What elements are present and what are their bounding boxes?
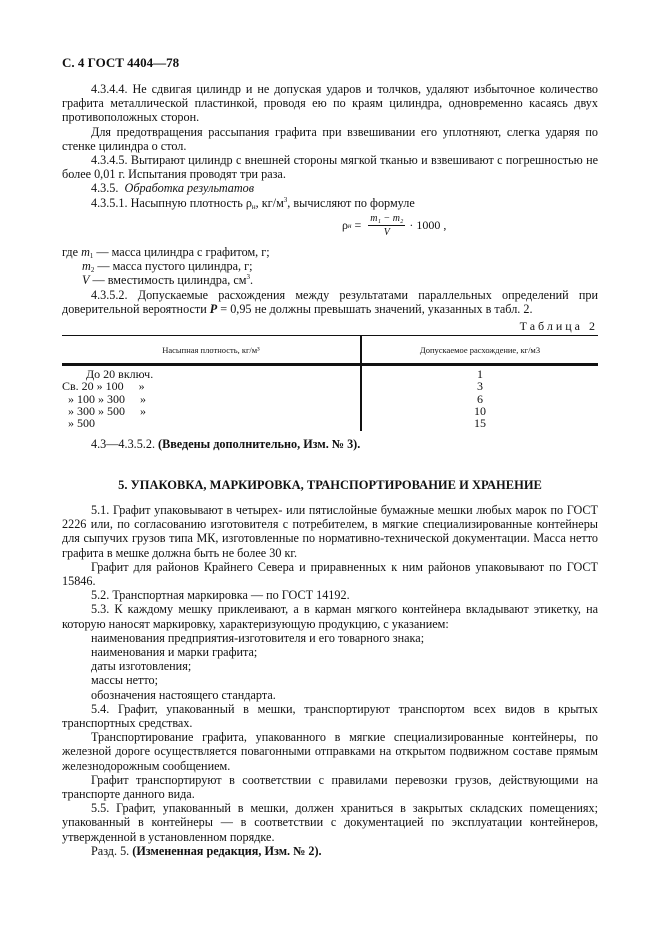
symbol: m bbox=[82, 259, 91, 274]
amendment-note-4 bbox=[62, 437, 598, 451]
density-cell: Св. 20 » 100 » bbox=[62, 380, 361, 392]
legend-v bbox=[62, 273, 598, 287]
text: , кг/м bbox=[255, 195, 284, 210]
text: 4.3.5.2. Допускаемые расхождения между результатами параллельных определений при доверительной вероятности bbox=[62, 287, 598, 316]
paragraph-5-2: 5.2. Транспортная маркировка — по ГОСТ 14192. bbox=[91, 588, 350, 603]
page-header: С. 4 ГОСТ 4404—78 bbox=[62, 55, 180, 70]
subscript: 2 bbox=[90, 266, 95, 275]
symbol: m bbox=[81, 245, 90, 259]
table-caption: Таблица 2 bbox=[519, 319, 598, 333]
paragraph-4-3-5 bbox=[62, 181, 598, 195]
density-cell: » 300 » 500 » bbox=[62, 405, 361, 417]
table-row bbox=[62, 417, 598, 431]
list-item: даты изготовления; bbox=[91, 659, 192, 674]
table-row bbox=[62, 405, 598, 417]
paragraph-4-3-5-2 bbox=[62, 288, 598, 316]
formula-lhs: ρ bbox=[342, 218, 348, 233]
legend-m2 bbox=[62, 259, 598, 273]
text: 4.3—4.3.5.2. bbox=[91, 437, 159, 451]
amendment-note-5 bbox=[62, 844, 598, 858]
symbol: P bbox=[209, 301, 218, 316]
formula-eq: = bbox=[351, 218, 365, 233]
column-header-tolerance: Допускаемое расхождение, кг/м3 bbox=[361, 336, 598, 365]
list-item: обозначения настоящего стандарта. bbox=[91, 687, 276, 702]
column-header-density: Насыпная плотность, кг/м³ bbox=[62, 336, 361, 365]
table-row bbox=[62, 365, 598, 381]
paragraph-north: Графит для районов Крайнего Севера и приравненных к ним районов упаковывают по ГОСТ 15846. bbox=[62, 559, 598, 589]
paragraph-5-5: 5.5. Графит, упакованный в мешки, должен храниться в закрытых складских помещениях; упакованный в контейнеры — в соответствии с документацией по эксплуатации контейнеров, утвержденной в установленном порядке. bbox=[62, 801, 598, 844]
clause-title: Обработка результатов bbox=[124, 181, 255, 196]
paragraph-5-4: 5.4. Графит, упакованный в мешки, транспортируют транспортом всех видов в крытых транспортных средствах. bbox=[62, 701, 598, 731]
paragraph-4-3-4-4: 4.3.4.4. Не сдвигая цилиндр и не допуская ударов и толчков, удаляют избыточное количество графита металлической пластинкой, проводя ею по краям цилиндра, одновременно касаясь двух противоположных сторон. bbox=[62, 82, 598, 125]
text: 4.3.5.1. Насыпную плотность ρ bbox=[91, 195, 252, 210]
text: . bbox=[250, 273, 254, 288]
superscript: 3 bbox=[246, 273, 251, 282]
tolerance-cell: 3 bbox=[477, 379, 483, 394]
amendment-bold: (Введены дополнительно, Изм. № 3). bbox=[158, 437, 361, 451]
density-cell: До 20 включ. bbox=[62, 365, 361, 381]
tolerance-cell: 10 bbox=[474, 403, 486, 418]
paragraph-4-3-4-5: 4.3.4.5. Вытирают цилиндр с внешней стороны мягкой тканью и взвешивают с погрешностью не более 0,01 г. Испытания проводят три раза. bbox=[62, 153, 598, 182]
table-row bbox=[62, 393, 598, 405]
table-header-row bbox=[62, 336, 598, 365]
text: — вместимость цилиндра, см bbox=[89, 273, 247, 288]
amendment-bold: (Измененная редакция, Изм. № 2). bbox=[132, 843, 322, 858]
tolerance-cell: 1 bbox=[477, 367, 483, 382]
formula-numerator: m₁ − m₂ bbox=[370, 213, 404, 224]
paragraph-5-1: 5.1. Графит упаковывают в четырех- или пятислойные бумажные мешки любых марок по ГОСТ 2226 или, по согласованию изготовителя с потребителем, в мягкие специализированные контейнеры для сыпучих грузов типа МК, изготовленные по нормативно-технической документации. Масса нетто графита в мешке должна быть не более 30 кг. bbox=[62, 503, 598, 560]
superscript: 3 bbox=[283, 195, 288, 204]
tolerance-cell: 15 bbox=[474, 416, 486, 431]
list-item: массы нетто; bbox=[91, 673, 158, 688]
text: , вычисляют по формуле bbox=[287, 195, 415, 210]
legend-m1 bbox=[62, 245, 598, 259]
formula-fraction bbox=[368, 213, 405, 238]
subscript: 1 bbox=[89, 252, 94, 260]
subscript: н bbox=[251, 202, 256, 211]
text: — масса пустого цилиндра, г; bbox=[94, 259, 253, 274]
paragraph-rules: Графит транспортируют в соответствии с правилами перевозки грузов, действующими на транспорте данного вида. bbox=[62, 772, 598, 802]
paragraph-compaction: Для предотвращения рассыпания графита при взвешивании его уплотняют, слегка ударяя по стенке цилиндра о стол. bbox=[62, 124, 598, 153]
table-row bbox=[62, 380, 598, 392]
table-2 bbox=[62, 335, 598, 431]
paragraph-5-3: 5.3. К каждому мешку приклеивают, а в карман мягкого контейнера вкладывают этикетку, на которую наносят маркировку, характеризующую продукцию, с указанием: bbox=[62, 602, 598, 631]
density-cell: » 500 bbox=[62, 417, 361, 431]
paragraph-4-3-5-1 bbox=[62, 196, 598, 210]
formula-rhs: · 1000 , bbox=[409, 218, 447, 233]
section-4-text bbox=[62, 82, 598, 210]
amendment-line bbox=[62, 437, 598, 451]
list-item: наименования и марки графита; bbox=[91, 645, 258, 660]
density-cell: » 100 » 300 » bbox=[62, 393, 361, 405]
tolerance-cell: 6 bbox=[477, 391, 483, 406]
text: Разд. 5. bbox=[91, 843, 133, 858]
formula-legend bbox=[62, 245, 598, 316]
density-formula: ρ н = $\frac{\text{m₁ − m₂}}{V}$ · 1000 , bbox=[342, 213, 447, 238]
formula-denominator: V bbox=[383, 227, 390, 238]
clause-number: 4.3.5. bbox=[91, 181, 119, 196]
section-5-title: 5. УПАКОВКА, МАРКИРОВКА, ТРАНСПОРТИРОВАНИЕ И ХРАНЕНИЕ bbox=[118, 478, 542, 492]
text: — масса цилиндра с графитом, г; bbox=[93, 245, 270, 259]
text: где bbox=[62, 245, 82, 259]
symbol: V bbox=[82, 273, 90, 288]
list-item: наименования предприятия-изготовителя и его товарного знака; bbox=[91, 630, 425, 645]
text: = 0,95 не должны превышать значений, указанных в табл. 2. bbox=[217, 301, 533, 316]
section-5-text bbox=[62, 503, 598, 858]
paragraph-rail: Транспортирование графита, упакованного в мягкие специализированные контейнеры, по железной дороге осуществляется повагонными отправками на открытом подвижном составе прямым железнодорожным сообщением. bbox=[62, 730, 598, 773]
